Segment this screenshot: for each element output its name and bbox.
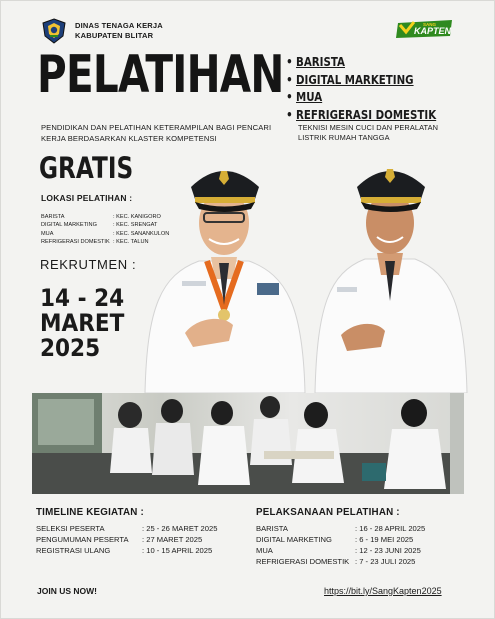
location-district: : KEC. SANANKULON [113,230,170,237]
execution-program: DIGITAL MARKETING [256,535,332,544]
timeline-row [36,534,217,545]
location-district: : KEC. TALUN [113,238,149,245]
execution-program: REFRIGERASI DOMESTIK [256,557,350,566]
timeline-row [36,523,217,534]
location-title: LOKASI PELATIHAN : [41,193,133,203]
execution-row [256,534,425,545]
program-note-line-1: TEKNISI MESIN CUCI DAN PERALATAN [298,123,439,132]
location-program: REFRIGERASI DOMESTIK [41,238,110,245]
timeline-table [36,523,217,556]
program-item: • BARISTA [287,53,436,71]
poster-title: PELATIHAN [37,45,284,105]
regency-emblem-icon [41,18,67,44]
execution-row [256,556,425,567]
agency-line-1: DINAS TENAGA KERJA [75,21,163,30]
execution-program: BARISTA [256,524,288,533]
timeline-row [36,545,217,556]
poster-subtitle: PENDIDIKAN DAN PELATIHAN KETERAMPILAN BAGI PENCARI KERJA BERDASARKAN KLASTER KOMPETENSI [41,123,272,143]
agency-name [75,21,163,41]
recruitment-dates [40,286,124,361]
execution-table [256,523,425,567]
execution-date: : 12 - 23 JUNI 2025 [355,546,421,555]
timeline-activity: PENGUMUMAN PESERTA [36,535,129,544]
program-item: • REFRIGERASI DOMESTIK [287,106,436,124]
execution-title: PELAKSANAAN PELATIHAN : [256,507,400,518]
timeline-activity: REGISTRASI ULANG [36,546,111,555]
brand-small-text: SANG [423,22,437,27]
training-photo [32,393,464,494]
program-note [298,123,438,142]
recruitment-month: MARET [40,309,125,337]
agency-line-2: KABUPATEN BLITAR [75,31,154,40]
timeline-date: : 10 - 15 APRIL 2025 [142,546,213,555]
location-district: : KEC. KANIGORO [113,214,161,220]
program-note-line-2: LISTRIK RUMAH TANGGA [298,132,390,142]
timeline-date: : 25 - 26 MARET 2025 [142,524,218,533]
recruitment-date-range: 14 - 24 [40,284,125,312]
official-portrait-right [311,157,471,393]
execution-row [256,523,425,534]
program-list [287,53,469,123]
execution-program: MUA [256,546,273,555]
execution-date: : 7 - 23 JULI 2025 [355,557,416,566]
execution-date: : 6 - 19 MEI 2025 [355,535,414,544]
registration-link[interactable]: https://bit.ly/SangKapten2025 [324,586,442,596]
execution-row [256,545,425,556]
brand-large-text: KAPTEN [414,26,452,36]
location-program: MUA [41,230,54,237]
program-item: • MUA [287,88,436,106]
timeline-title: TIMELINE KEGIATAN : [36,507,144,518]
timeline-activity: SELEKSI PESERTA [36,524,105,533]
location-program: DIGITAL MARKETING [41,222,97,229]
location-program: BARISTA [41,214,65,220]
agency-header [41,18,163,44]
timeline-date: : 27 MARET 2025 [142,535,203,544]
training-photo-image [32,393,464,494]
recruitment-label: REKRUTMEN : [40,257,137,272]
recruitment-year: 2025 [40,334,101,362]
free-badge: GRATIS [39,151,134,185]
location-district: : KEC. SRENGAT [113,222,158,229]
execution-date: : 16 - 28 APRIL 2025 [355,524,426,533]
program-item: • DIGITAL MARKETING [287,71,436,89]
join-cta: JOIN US NOW! [37,586,97,596]
official-portrait-left [137,157,311,393]
sang-kapten-logo [396,17,454,39]
